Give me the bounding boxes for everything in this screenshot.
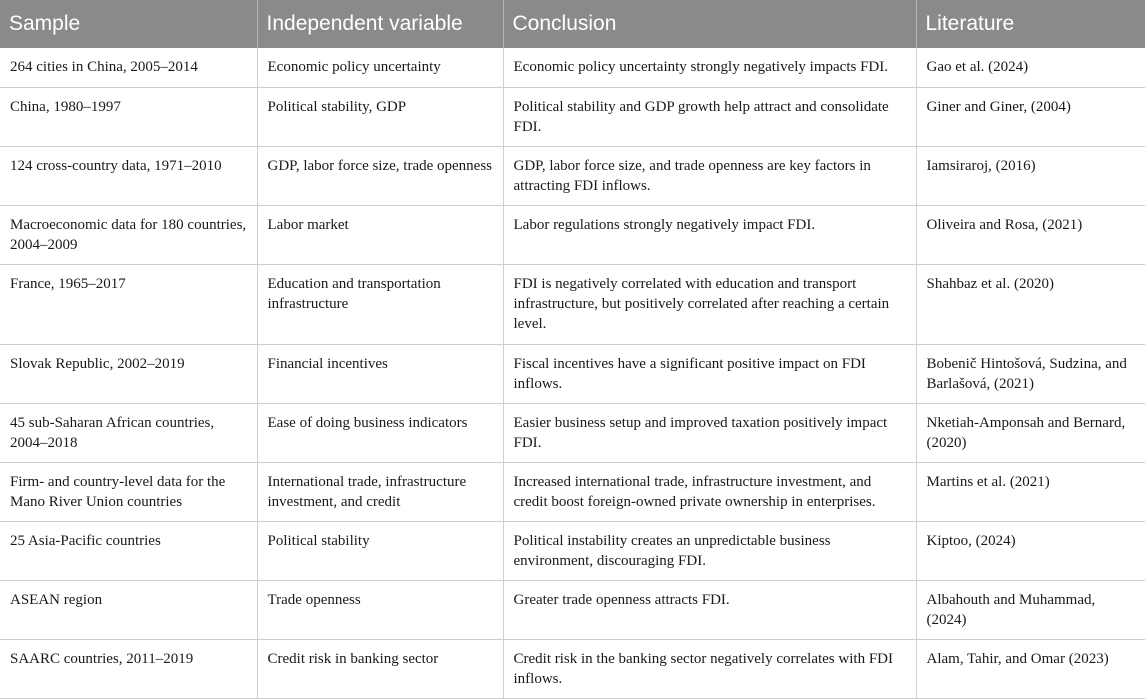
cell-variable: Education and transportation infrastructure — [257, 264, 503, 344]
cell-conclusion: Political stability and GDP growth help attract and consolidate FDI. — [503, 87, 916, 146]
table-header — [0, 0, 1145, 48]
cell-sample: 264 cities in China, 2005–2014 — [0, 48, 257, 87]
table-row — [0, 403, 1145, 462]
cell-variable: International trade, infrastructure investment, and credit — [257, 462, 503, 521]
cell-variable: Credit risk in banking sector — [257, 639, 503, 698]
cell-sample: Firm- and country-level data for the Mano River Union countries — [0, 462, 257, 521]
cell-literature: Kiptoo, (2024) — [916, 521, 1145, 580]
table-row — [0, 521, 1145, 580]
table-row — [0, 462, 1145, 521]
cell-literature: Nketiah-Amponsah and Bernard, (2020) — [916, 403, 1145, 462]
cell-variable: Political stability — [257, 521, 503, 580]
cell-sample: 25 Asia-Pacific countries — [0, 521, 257, 580]
cell-conclusion: Greater trade openness attracts FDI. — [503, 580, 916, 639]
table-row — [0, 205, 1145, 264]
cell-sample: 124 cross-country data, 1971–2010 — [0, 146, 257, 205]
cell-literature: Shahbaz et al. (2020) — [916, 264, 1145, 344]
cell-variable: Political stability, GDP — [257, 87, 503, 146]
cell-variable: Labor market — [257, 205, 503, 264]
table-body — [0, 48, 1145, 698]
cell-variable: Financial incentives — [257, 344, 503, 403]
cell-sample: France, 1965–2017 — [0, 264, 257, 344]
cell-conclusion: FDI is negatively correlated with education and transport infrastructure, but positively correlated after reaching a certain level. — [503, 264, 916, 344]
header-sample: Sample — [0, 0, 257, 48]
header-literature: Literature — [916, 0, 1145, 48]
cell-variable: GDP, labor force size, trade openness — [257, 146, 503, 205]
cell-sample: ASEAN region — [0, 580, 257, 639]
cell-sample: China, 1980–1997 — [0, 87, 257, 146]
cell-conclusion: Credit risk in the banking sector negatively correlates with FDI inflows. — [503, 639, 916, 698]
table-row — [0, 48, 1145, 87]
cell-conclusion: Economic policy uncertainty strongly negatively impacts FDI. — [503, 48, 916, 87]
cell-literature: Iamsiraroj, (2016) — [916, 146, 1145, 205]
cell-conclusion: Political instability creates an unpredictable business environment, discouraging FDI. — [503, 521, 916, 580]
header-row — [0, 0, 1145, 48]
table-row — [0, 580, 1145, 639]
cell-conclusion: Labor regulations strongly negatively impact FDI. — [503, 205, 916, 264]
cell-literature: Alam, Tahir, and Omar (2023) — [916, 639, 1145, 698]
cell-variable: Economic policy uncertainty — [257, 48, 503, 87]
cell-variable: Trade openness — [257, 580, 503, 639]
cell-literature: Giner and Giner, (2004) — [916, 87, 1145, 146]
table-row — [0, 264, 1145, 344]
cell-literature: Oliveira and Rosa, (2021) — [916, 205, 1145, 264]
cell-literature: Gao et al. (2024) — [916, 48, 1145, 87]
cell-sample: Slovak Republic, 2002–2019 — [0, 344, 257, 403]
cell-conclusion: Increased international trade, infrastructure investment, and credit boost foreign-owned private ownership in enterprises. — [503, 462, 916, 521]
cell-sample: Macroeconomic data for 180 countries, 2004–2009 — [0, 205, 257, 264]
cell-conclusion: Fiscal incentives have a significant positive impact on FDI inflows. — [503, 344, 916, 403]
cell-sample: 45 sub-Saharan African countries, 2004–2018 — [0, 403, 257, 462]
table-row — [0, 87, 1145, 146]
cell-literature: Bobenič Hintošová, Sudzina, and Barlašová, (2021) — [916, 344, 1145, 403]
cell-conclusion: Easier business setup and improved taxation positively impact FDI. — [503, 403, 916, 462]
header-conclusion: Conclusion — [503, 0, 916, 48]
cell-literature: Albahouth and Muhammad, (2024) — [916, 580, 1145, 639]
table-row — [0, 344, 1145, 403]
table-row — [0, 146, 1145, 205]
cell-literature: Martins et al. (2021) — [916, 462, 1145, 521]
cell-variable: Ease of doing business indicators — [257, 403, 503, 462]
cell-conclusion: GDP, labor force size, and trade openness are key factors in attracting FDI inflows. — [503, 146, 916, 205]
table-row — [0, 639, 1145, 698]
header-independent-variable: Independent variable — [257, 0, 503, 48]
cell-sample: SAARC countries, 2011–2019 — [0, 639, 257, 698]
